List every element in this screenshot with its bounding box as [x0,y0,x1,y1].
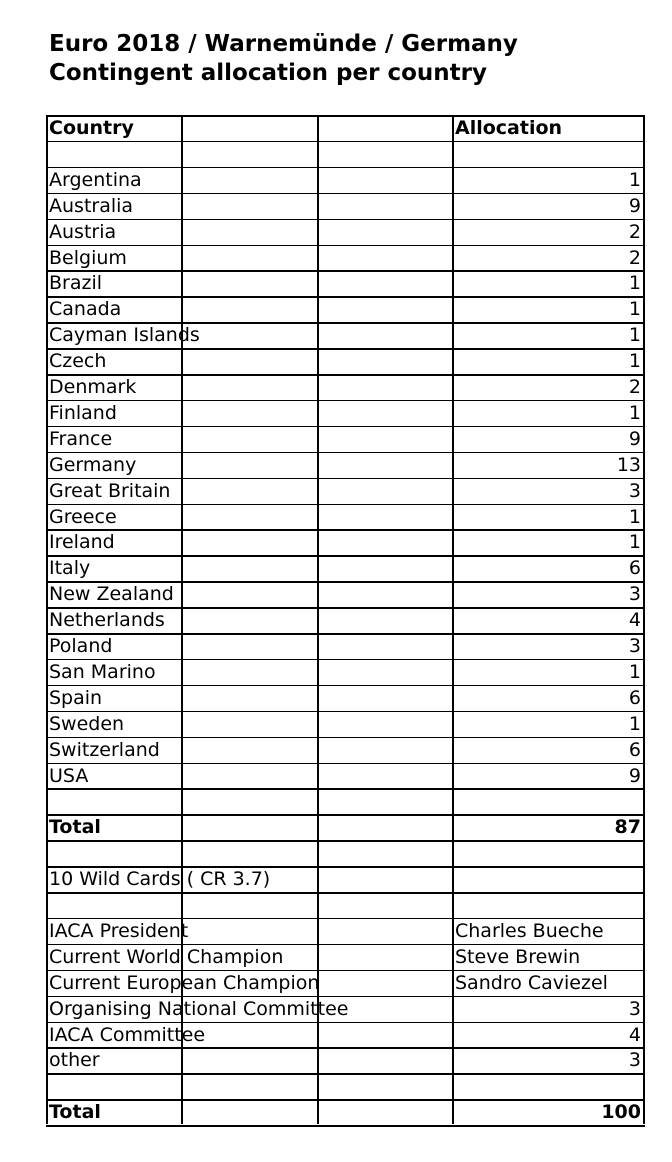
country-name: Italy [49,557,91,580]
country-allocation: 6 [628,738,641,761]
wildcard-label: Current World Champion [49,945,284,968]
country-allocation: 1 [628,712,641,735]
wildcard-value: Sandro Caviezel [455,971,608,994]
country-name: New Zealand [49,583,174,606]
country-allocation: 1 [628,505,641,528]
table-row-line [46,892,645,894]
country-name: Cayman Islands [49,324,200,347]
country-name: USA [49,764,89,787]
column-header-country: Country [49,117,134,139]
country-allocation: 2 [628,220,641,243]
table-row-line [46,1073,645,1075]
table-column-line [643,115,645,1124]
wildcard-label: Current European Champion [49,971,320,994]
title-line-1: Euro 2018 / Warnemünde / Germany [49,31,518,57]
country-name: Spain [49,686,103,709]
table-row-line [46,840,645,842]
country-allocation: 9 [628,764,641,787]
country-allocation: 1 [628,401,641,424]
wildcard-value: 4 [628,1023,641,1046]
country-allocation: 4 [628,609,641,632]
country-name: Netherlands [49,609,165,632]
country-name: Argentina [49,168,142,191]
subtotal-value: 87 [614,816,641,839]
allocation-table [46,115,645,1124]
country-name: Ireland [49,531,115,554]
table-row-line [46,141,645,143]
country-allocation: 9 [628,427,641,450]
wildcard-value: 3 [628,1049,641,1072]
country-allocation: 1 [628,168,641,191]
wildcard-value: Charles Bueche [455,919,604,942]
country-name: Austria [49,220,117,243]
country-name: San Marino [49,660,156,683]
country-allocation: 3 [628,583,641,606]
page-title [49,30,518,88]
country-name: Greece [49,505,117,528]
grand-total-label: Total [49,1101,101,1124]
country-allocation: 1 [628,298,641,321]
table-row-line [46,1125,645,1127]
country-allocation: 13 [616,453,641,476]
country-allocation: 1 [628,531,641,554]
wildcard-value: Steve Brewin [455,945,581,968]
country-name: Australia [49,194,134,217]
country-name: Finland [49,401,117,424]
country-allocation: 3 [628,635,641,657]
country-allocation: 6 [628,686,641,709]
wildcard-label: other [49,1049,100,1072]
country-allocation: 1 [628,272,641,295]
country-name: Great Britain [49,479,171,502]
wildcard-value: 3 [628,997,641,1020]
wildcards-label: 10 Wild Cards ( CR 3.7) [49,868,271,891]
country-name: Canada [49,298,122,321]
subtotal-label: Total [49,816,101,839]
wildcard-label: IACA President [49,919,189,942]
country-name: France [49,427,113,450]
table-column-line [46,115,48,1124]
wildcard-label: IACA Committee [49,1023,206,1046]
country-allocation: 9 [628,194,641,217]
country-allocation: 2 [628,246,641,269]
country-name: Sweden [49,712,125,735]
country-allocation: 1 [628,660,641,683]
country-name: Czech [49,350,107,373]
country-name: Poland [49,635,113,657]
title-line-2: Contingent allocation per country [49,60,487,86]
table-row-line [46,788,645,790]
country-allocation: 6 [628,557,641,580]
country-allocation: 1 [628,324,641,347]
country-allocation: 1 [628,350,641,373]
grand-total-value: 100 [601,1101,641,1124]
wildcard-label: Organising National Committee [49,997,349,1020]
country-name: Germany [49,453,137,476]
country-allocation: 3 [628,479,641,502]
country-name: Switzerland [49,738,160,761]
column-header-allocation: Allocation [455,117,563,139]
country-name: Denmark [49,376,137,398]
country-name: Brazil [49,272,103,295]
country-name: Belgium [49,246,127,269]
country-allocation: 2 [628,376,641,398]
